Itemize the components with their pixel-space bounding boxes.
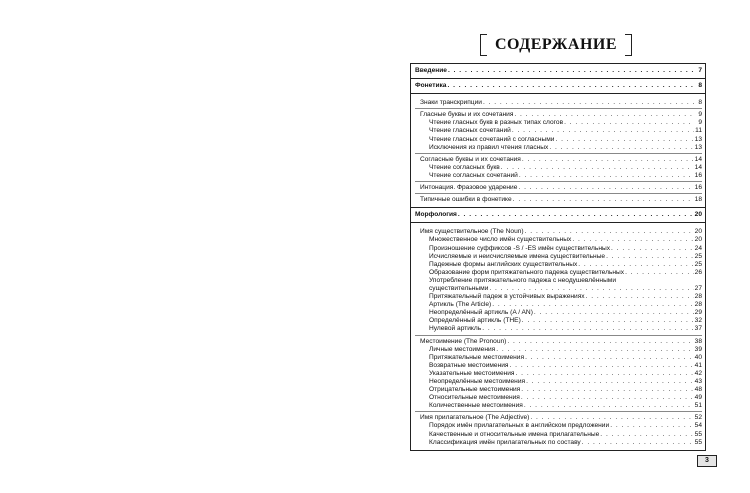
toc-entry-text: Типичные ошибки в фонетике: [420, 196, 512, 204]
dot-leader: [577, 261, 694, 269]
dot-leader: [624, 269, 694, 277]
toc-page-number: 20: [694, 236, 702, 244]
toc-entry-text: Исчисляемые и неисчисляемые имена существительные: [429, 252, 606, 260]
toc-entry-group: [415, 335, 702, 412]
toc-subentry[interactable]: [415, 261, 702, 269]
dot-leader: [610, 245, 694, 253]
toc-subentry[interactable]: [415, 386, 702, 394]
toc-page-number: 25: [694, 252, 702, 260]
table-of-contents: [410, 63, 706, 451]
toc-subentry[interactable]: [415, 269, 702, 277]
toc-page-number: 26: [694, 268, 702, 276]
dot-leader: [500, 164, 694, 172]
toc-page-number: 13: [694, 135, 702, 143]
toc-page-number: 9: [698, 119, 702, 127]
toc-page-number: 32: [694, 317, 702, 325]
dot-leader: [521, 156, 694, 164]
toc-page-number: 49: [694, 394, 702, 402]
toc-entry-text: Имя прилагательное (The Adjective): [420, 414, 530, 422]
right-bracket-decoration: [625, 34, 632, 56]
dot-leader: [523, 402, 694, 410]
dot-leader: [447, 67, 694, 75]
toc-entry-text: Имя существительное (The Noun): [420, 228, 524, 236]
toc-page-number: 11: [695, 127, 702, 135]
toc-entry-text: Притяжательные местоимения: [429, 353, 525, 361]
toc-subentry[interactable]: [415, 236, 702, 244]
toc-entry-text: Относительные местоимения: [429, 394, 520, 402]
toc-page-number: 16: [694, 171, 702, 179]
toc-entry-text: Местоимение (The Pronoun): [420, 337, 507, 345]
toc-subentry[interactable]: [415, 394, 702, 402]
toc-page-number: 24: [694, 244, 702, 252]
dot-leader: [563, 119, 694, 127]
toc-subentry[interactable]: [415, 354, 702, 362]
toc-page-number: 20: [694, 228, 702, 236]
toc-page-number: 14: [694, 163, 702, 171]
toc-page-number: 29: [694, 309, 702, 317]
toc-entry-text: Артикль (The Article): [429, 301, 492, 309]
toc-subentry[interactable]: [415, 378, 702, 386]
dot-leader: [521, 317, 694, 325]
toc-page-number: 41: [694, 361, 702, 369]
toc-page-number: 55: [694, 438, 702, 446]
toc-entry-text: Исключения из правил чтения гласных: [429, 143, 549, 151]
dot-leader: [481, 325, 694, 333]
toc-entry-text: Указательные местоимения: [429, 369, 515, 377]
toc-entry-group: [415, 153, 702, 181]
toc-entry[interactable]: [415, 228, 702, 236]
toc-page-number: 28: [694, 293, 702, 301]
toc-page-number: 38: [694, 337, 702, 345]
toc-section-body: [411, 94, 705, 208]
dot-leader: [482, 99, 694, 107]
toc-page-number: 51: [694, 402, 702, 410]
dot-leader: [548, 144, 694, 152]
toc-section-heading[interactable]: [411, 79, 705, 94]
dot-leader: [524, 354, 694, 362]
toc-subentry[interactable]: [415, 172, 702, 180]
toc-entry-group: [415, 181, 702, 193]
toc-page-number: 20: [694, 211, 702, 219]
dot-leader: [524, 228, 694, 236]
dot-leader: [599, 431, 694, 439]
toc-entry[interactable]: [415, 338, 702, 346]
toc-page-number: 39: [694, 345, 702, 353]
toc-entry-text: Качественные и относительные имена прилагательные: [429, 430, 600, 438]
toc-subentry[interactable]: [415, 127, 702, 135]
dot-leader: [488, 285, 694, 293]
dot-leader: [517, 184, 694, 192]
toc-page-number: 25: [694, 260, 702, 268]
toc-subentry[interactable]: [415, 245, 702, 253]
toc-entry-group: [415, 226, 702, 334]
toc-entry-text: Употребление притяжательного падежа с неодушевлёнными: [429, 276, 617, 284]
toc-page-number: 27: [694, 284, 702, 292]
toc-page-number: 48: [694, 386, 702, 394]
toc-section-title: Морфология: [415, 211, 457, 219]
toc-section-body: [411, 223, 705, 450]
dot-leader: [554, 136, 694, 144]
toc-entry-text: Знаки транскрипции: [420, 99, 482, 107]
toc-subentry[interactable]: [415, 253, 702, 261]
toc-entry-text: Неопределённый артикль (A / AN): [429, 309, 533, 317]
toc-entry-text: Классификация имён прилагательных по составу: [429, 438, 581, 446]
toc-entry-text: Отрицательные местоимения: [429, 386, 521, 394]
toc-subentry[interactable]: [415, 293, 702, 301]
dot-leader: [518, 172, 694, 180]
toc-page-number: 13: [694, 143, 702, 151]
toc-entry[interactable]: [415, 196, 702, 204]
toc-entry[interactable]: [415, 99, 702, 107]
toc-page-number: 8: [698, 99, 702, 107]
toc-page-number: 9: [698, 111, 702, 119]
page-title-frame: [480, 34, 632, 56]
toc-entry-text: Порядок имён прилагательных в английском предложении: [429, 422, 610, 430]
toc-section-heading[interactable]: [411, 64, 705, 79]
toc-entry-text: Неопределённые местоимения: [429, 378, 526, 385]
toc-entry-text: Образование форм притяжательного падежа существительных: [429, 268, 625, 276]
dot-leader: [495, 346, 694, 354]
dot-leader: [509, 362, 695, 370]
page-title: СОДЕРЖАНИЕ: [494, 36, 618, 53]
toc-entry-text: Возвратные местоимения: [429, 361, 509, 369]
dot-leader: [525, 378, 694, 386]
toc-subentry[interactable]: [415, 325, 702, 333]
toc-entry-text: Падежные формы английских существительных: [429, 260, 578, 268]
dot-leader: [520, 386, 694, 394]
dot-leader: [609, 422, 694, 430]
toc-page-number: 43: [694, 378, 702, 385]
toc-section-heading[interactable]: [411, 208, 705, 223]
toc-page-number: 54: [694, 422, 702, 430]
dot-leader: [533, 309, 694, 317]
dot-leader: [446, 82, 694, 90]
toc-page-number: 40: [694, 353, 702, 361]
toc-page-number: 52: [694, 414, 702, 422]
toc-entry-text: Чтение гласных букв в разных типах слогов: [429, 119, 564, 127]
toc-section-title: Фонетика: [415, 82, 447, 90]
toc-page-number: 55: [694, 430, 702, 438]
toc-entry-text: Чтение гласных сочетаний: [429, 127, 511, 135]
toc-subentry[interactable]: [415, 362, 702, 370]
toc-subentry[interactable]: [415, 164, 702, 172]
page-number: 3: [697, 455, 717, 467]
dot-leader: [605, 253, 694, 261]
toc-page-number: 14: [694, 155, 702, 163]
toc-entry[interactable]: [415, 184, 702, 192]
dot-leader: [457, 211, 694, 219]
toc-page-number: 42: [694, 369, 702, 377]
toc-entry-text: Чтение согласных сочетаний: [429, 171, 518, 179]
toc-entry-group: [415, 97, 702, 108]
dot-leader: [571, 236, 694, 244]
toc-entry-text: Притяжательный падеж в устойчивых выражениях: [429, 293, 585, 301]
toc-page-number: 8: [698, 82, 702, 90]
toc-entry-group: [415, 193, 702, 205]
toc-entry-text: Нулевой артикль: [429, 325, 482, 333]
toc-subentry[interactable]: [415, 422, 702, 430]
toc-entry-text: существительными: [429, 284, 489, 292]
toc-subentry[interactable]: [415, 285, 702, 293]
toc-subentry[interactable]: [415, 439, 702, 447]
toc-entry-text: Множественное число имён существительных: [429, 236, 572, 244]
toc-subentry[interactable]: [415, 144, 702, 152]
toc-subentry[interactable]: [415, 277, 702, 285]
toc-subentry[interactable]: [415, 431, 702, 439]
toc-section-title: Введение: [415, 67, 447, 74]
toc-page-number: 37: [694, 325, 702, 333]
toc-entry-text: Гласные буквы и их сочетания: [420, 111, 514, 119]
dot-leader: [515, 370, 694, 378]
toc-page-number: 18: [694, 196, 702, 204]
toc-page-number: 28: [694, 301, 702, 309]
dot-leader: [506, 338, 694, 346]
toc-entry-text: Определённый артикль (THE): [429, 317, 521, 325]
toc-entry-text: Чтение гласных сочетаний с согласными: [429, 135, 555, 143]
toc-subentry[interactable]: [415, 346, 702, 354]
dot-leader: [585, 293, 694, 301]
toc-entry-group: [415, 411, 702, 447]
dot-leader: [581, 439, 694, 447]
dot-leader: [511, 127, 694, 135]
toc-subentry[interactable]: [415, 402, 702, 410]
toc-entry-text: Чтение согласных букв: [429, 163, 500, 171]
toc-entry-group: [415, 108, 702, 152]
toc-entry-text: Интонация. Фразовое ударение: [420, 184, 518, 192]
dot-leader: [512, 196, 694, 204]
toc-subentry[interactable]: [415, 136, 702, 144]
toc-entry[interactable]: [415, 156, 702, 164]
toc-entry-text: Согласные буквы и их сочетания: [420, 155, 521, 163]
toc-page-number: 7: [698, 67, 702, 74]
toc-entry-text: Количественные местоимения: [429, 402, 523, 410]
toc-page-number: 16: [694, 184, 702, 192]
toc-subentry[interactable]: [415, 370, 702, 378]
toc-entry-text: Произношение суффиксов -S / -ES имён существительных: [429, 244, 610, 252]
toc-entry-text: Личные местоимения: [429, 345, 496, 353]
dot-leader: [520, 394, 694, 402]
